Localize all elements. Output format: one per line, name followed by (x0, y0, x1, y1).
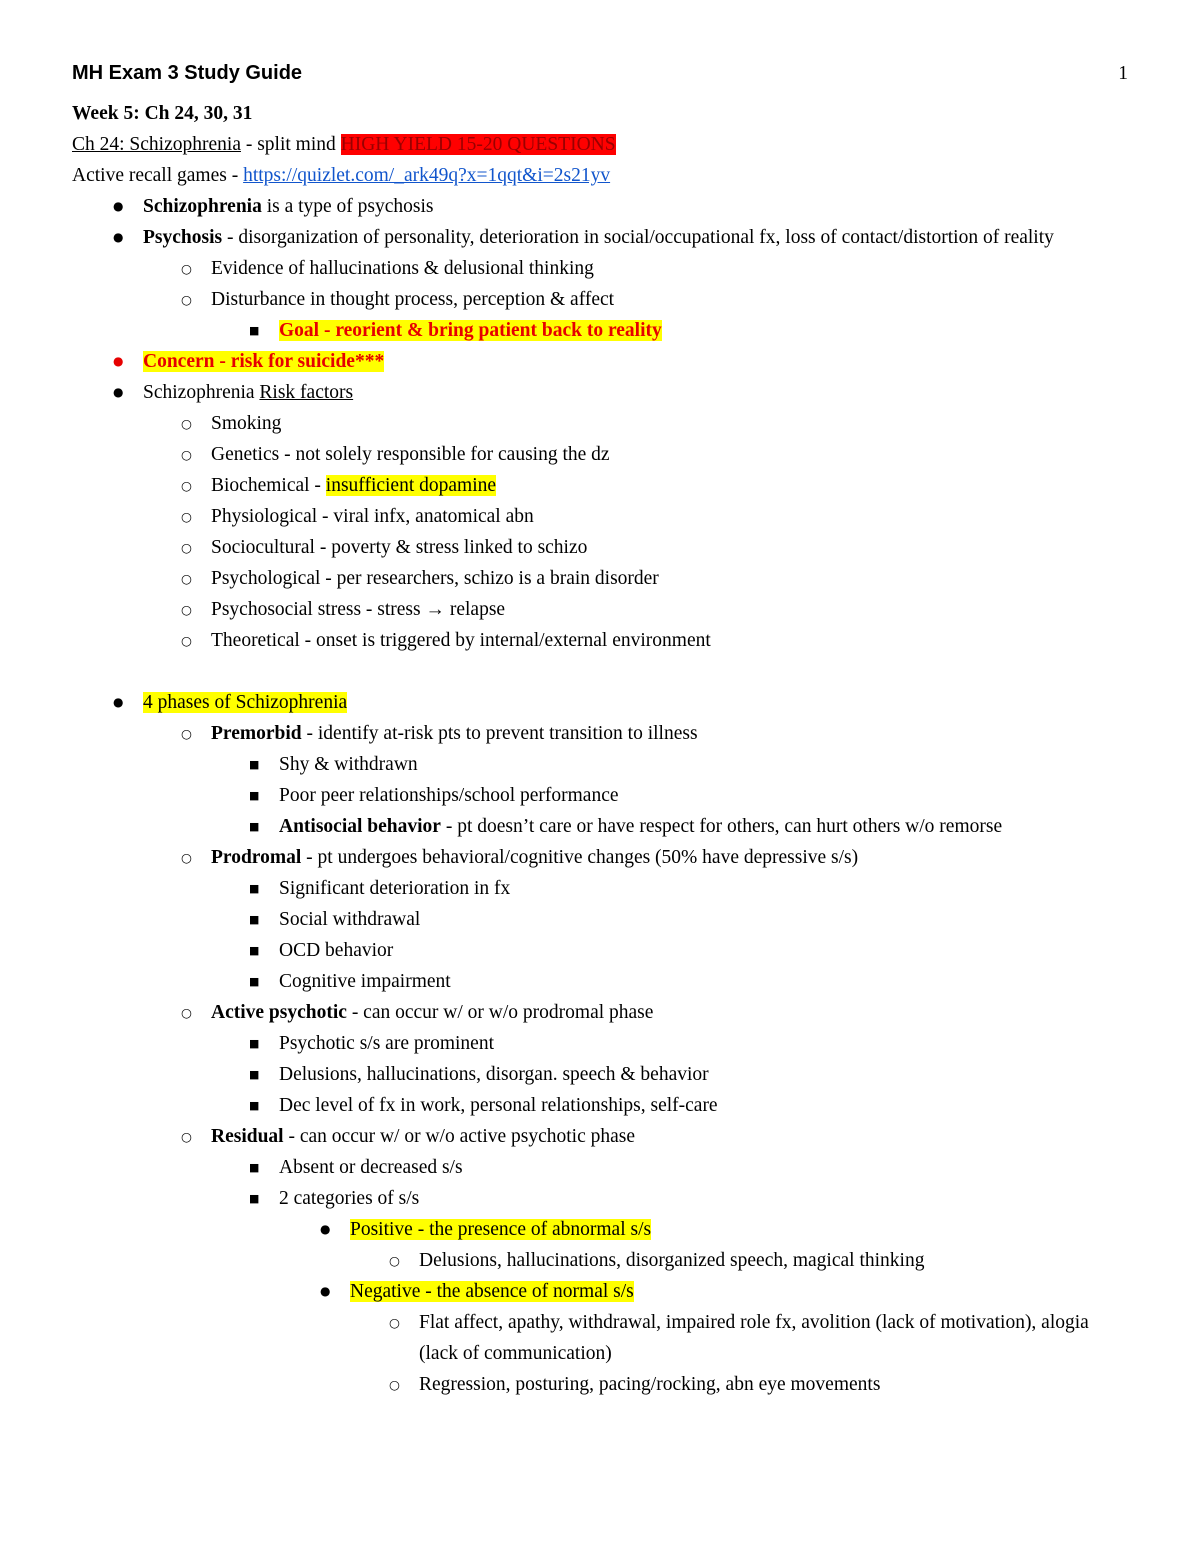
square-bullet-icon: ■ (249, 820, 260, 833)
blank-line (72, 656, 1128, 687)
text-run: Ch 24: Schizophrenia (72, 134, 241, 155)
doc-line (72, 470, 1128, 501)
line-text (211, 284, 1128, 315)
doc-line (72, 687, 1128, 718)
line-text (279, 811, 1128, 842)
disc-bullet-icon: ● (113, 385, 124, 399)
line-text (279, 749, 1128, 780)
disc-bullet-icon: ● (320, 1284, 331, 1298)
disc-bullet-icon: ● (320, 1222, 331, 1236)
disc-bullet-icon: ● (113, 199, 124, 213)
doc-line (72, 1152, 1128, 1183)
doc-line (72, 842, 1128, 873)
line-text (211, 253, 1128, 284)
circle-bullet-icon: ○ (181, 571, 192, 586)
doc-line (72, 377, 1128, 408)
text-run: Antisocial behavior (279, 816, 441, 837)
line-text (279, 935, 1128, 966)
line-text (419, 1369, 1128, 1400)
page-number: 1 (1118, 63, 1128, 84)
text-run: Evidence of hallucinations & delusional thinking (211, 258, 594, 279)
text-run: Delusions, hallucinations, disorgan. speech & behavior (279, 1064, 709, 1085)
doc-line (72, 1090, 1128, 1121)
doc-line (72, 1307, 1128, 1369)
text-run: - split mind (240, 134, 341, 155)
line-text (72, 129, 1128, 160)
circle-bullet-icon: ○ (181, 850, 192, 865)
doc-line (72, 129, 1128, 160)
line-text (279, 1059, 1128, 1090)
quizlet-link[interactable]: https://quizlet.com/_ark49q?x=1qqt&i=2s21yv (243, 165, 611, 186)
document-header (72, 58, 1128, 89)
text-run: Social withdrawal (279, 909, 421, 930)
line-text (211, 408, 1128, 439)
square-bullet-icon: ■ (249, 1192, 260, 1205)
doc-line (72, 315, 1128, 346)
text-run: Psychotic s/s are prominent (279, 1033, 495, 1054)
line-text (211, 594, 1128, 625)
text-run: Psychosis (143, 227, 223, 248)
text-run: Poor peer relationships/school performance (279, 785, 619, 806)
circle-bullet-icon: ○ (389, 1377, 400, 1392)
text-run: 2 categories of s/s (279, 1188, 420, 1209)
doc-line (72, 98, 1128, 129)
text-run: Genetics - not solely responsible for causing the dz (211, 444, 610, 465)
text-run: Goal - reorient & bring patient back to reality (279, 320, 662, 341)
line-text (211, 1121, 1128, 1152)
document-body (72, 98, 1128, 1400)
line-text (350, 1276, 1128, 1307)
square-bullet-icon: ■ (249, 758, 260, 771)
text-run: Delusions, hallucinations, disorganized speech, magical thinking (419, 1250, 925, 1271)
doc-line (72, 501, 1128, 532)
text-run: 4 phases of Schizophrenia (143, 692, 348, 713)
square-bullet-icon: ■ (249, 1037, 260, 1050)
text-run: Week 5: Ch 24, 30, 31 (72, 103, 253, 124)
line-text (72, 160, 1128, 191)
disc-bullet-icon: ● (113, 354, 124, 368)
text-run: Significant deterioration in fx (279, 878, 511, 899)
circle-bullet-icon: ○ (181, 292, 192, 307)
line-text (279, 1028, 1128, 1059)
line-text (350, 1214, 1128, 1245)
square-bullet-icon: ■ (249, 913, 260, 926)
text-run: Schizophrenia (143, 382, 260, 403)
text-run: Risk factors (259, 382, 354, 403)
doc-line (72, 594, 1128, 625)
doc-line (72, 904, 1128, 935)
line-text (279, 1090, 1128, 1121)
text-run: Sociocultural - poverty & stress linked to schizo (211, 537, 588, 558)
text-run: Physiological - viral infx, anatomical abn (211, 506, 534, 527)
text-run: Cognitive impairment (279, 971, 451, 992)
line-text (279, 1183, 1128, 1214)
doc-line (72, 191, 1128, 222)
doc-line (72, 1059, 1128, 1090)
text-run: Shy & withdrawn (279, 754, 418, 775)
disc-bullet-icon: ● (113, 230, 124, 244)
text-run: - can occur w/ or w/o active psychotic phase (283, 1126, 636, 1147)
circle-bullet-icon: ○ (181, 1129, 192, 1144)
circle-bullet-icon: ○ (181, 261, 192, 276)
document-title: MH Exam 3 Study Guide (72, 62, 303, 84)
doc-line (72, 1369, 1128, 1400)
line-text (211, 501, 1128, 532)
line-text (279, 1152, 1128, 1183)
doc-line (72, 1245, 1128, 1276)
line-text (419, 1307, 1128, 1369)
line-text (419, 1245, 1128, 1276)
text-run: - disorganization of personality, deterioration in social/occupational fx, loss of contact/distortion of reality (222, 227, 1054, 248)
doc-line (72, 222, 1128, 253)
text-run: Active psychotic (211, 1002, 347, 1023)
doc-line (72, 625, 1128, 656)
doc-line (72, 563, 1128, 594)
line-text (211, 439, 1128, 470)
text-run: Negative - the absence of normal s/s (350, 1281, 634, 1302)
text-run: Biochemical - (211, 475, 326, 496)
doc-line (72, 284, 1128, 315)
circle-bullet-icon: ○ (181, 509, 192, 524)
line-text (143, 377, 1128, 408)
doc-line (72, 253, 1128, 284)
doc-line (72, 749, 1128, 780)
text-run: - identify at-risk pts to prevent transition to illness (301, 723, 698, 744)
circle-bullet-icon: ○ (181, 416, 192, 431)
text-run: Positive - the presence of abnormal s/s (350, 1219, 652, 1240)
line-text (211, 997, 1128, 1028)
text-run: Active recall games - (72, 165, 244, 186)
line-text (143, 191, 1128, 222)
line-text (211, 625, 1128, 656)
text-run: Psychosocial stress - stress → relapse (211, 599, 506, 620)
line-text (143, 222, 1128, 253)
doc-line (72, 780, 1128, 811)
text-run: Smoking (211, 413, 282, 434)
text-run: Dec level of fx in work, personal relationships, self-care (279, 1095, 718, 1116)
circle-bullet-icon: ○ (389, 1253, 400, 1268)
square-bullet-icon: ■ (249, 975, 260, 988)
text-run: Premorbid (211, 723, 302, 744)
doc-line (72, 408, 1128, 439)
doc-line (72, 1183, 1128, 1214)
doc-line (72, 1028, 1128, 1059)
text-run: - pt doesn’t care or have respect for others, can hurt others w/o remorse (440, 816, 1003, 837)
doc-line (72, 1121, 1128, 1152)
doc-line (72, 439, 1128, 470)
text-run: HIGH YIELD 15-20 QUESTIONS (340, 134, 616, 155)
square-bullet-icon: ■ (249, 1099, 260, 1112)
doc-line (72, 718, 1128, 749)
circle-bullet-icon: ○ (181, 478, 192, 493)
circle-bullet-icon: ○ (181, 633, 192, 648)
line-text (211, 563, 1128, 594)
text-run: Regression, posturing, pacing/rocking, abn eye movements (419, 1374, 881, 1395)
text-run: OCD behavior (279, 940, 394, 961)
text-run: Flat affect, apathy, withdrawal, impaired role fx, avolition (lack of motivation), alogia (lack of communication) (419, 1312, 1089, 1364)
text-run: Absent or decreased s/s (279, 1157, 463, 1178)
line-text (279, 873, 1128, 904)
circle-bullet-icon: ○ (181, 540, 192, 555)
text-run: insufficient dopamine (325, 475, 497, 496)
doc-line (72, 966, 1128, 997)
text-run: - pt undergoes behavioral/cognitive changes (50% have depressive s/s) (301, 847, 859, 868)
line-text (279, 780, 1128, 811)
circle-bullet-icon: ○ (181, 726, 192, 741)
line-text (72, 98, 1128, 129)
text-run: Schizophrenia (143, 196, 262, 217)
doc-line (72, 811, 1128, 842)
line-text (211, 718, 1128, 749)
square-bullet-icon: ■ (249, 1068, 260, 1081)
circle-bullet-icon: ○ (181, 447, 192, 462)
line-text (143, 346, 1128, 377)
square-bullet-icon: ■ (249, 944, 260, 957)
doc-line (72, 160, 1128, 191)
text-run: Theoretical - onset is triggered by internal/external environment (211, 630, 711, 651)
square-bullet-icon: ■ (249, 324, 260, 337)
line-text (211, 470, 1128, 501)
text-run: - can occur w/ or w/o prodromal phase (346, 1002, 654, 1023)
text-run: Residual (211, 1126, 284, 1147)
text-run: Concern - risk for suicide*** (143, 351, 385, 372)
doc-line (72, 1276, 1128, 1307)
disc-bullet-icon: ● (113, 695, 124, 709)
line-text (279, 966, 1128, 997)
circle-bullet-icon: ○ (181, 602, 192, 617)
circle-bullet-icon: ○ (181, 1005, 192, 1020)
line-text (279, 904, 1128, 935)
square-bullet-icon: ■ (249, 789, 260, 802)
circle-bullet-icon: ○ (389, 1315, 400, 1330)
text-run: is a type of psychosis (261, 196, 434, 217)
text-run: Psychological - per researchers, schizo is a brain disorder (211, 568, 659, 589)
doc-line (72, 873, 1128, 904)
line-text (279, 315, 1128, 346)
doc-line (72, 997, 1128, 1028)
square-bullet-icon: ■ (249, 882, 260, 895)
square-bullet-icon: ■ (249, 1161, 260, 1174)
line-text (143, 687, 1128, 718)
doc-line (72, 346, 1128, 377)
doc-line (72, 935, 1128, 966)
doc-line (72, 1214, 1128, 1245)
line-text (211, 532, 1128, 563)
text-run: Disturbance in thought process, perception & affect (211, 289, 615, 310)
text-run: Prodromal (211, 847, 302, 868)
doc-line (72, 532, 1128, 563)
line-text (211, 842, 1128, 873)
